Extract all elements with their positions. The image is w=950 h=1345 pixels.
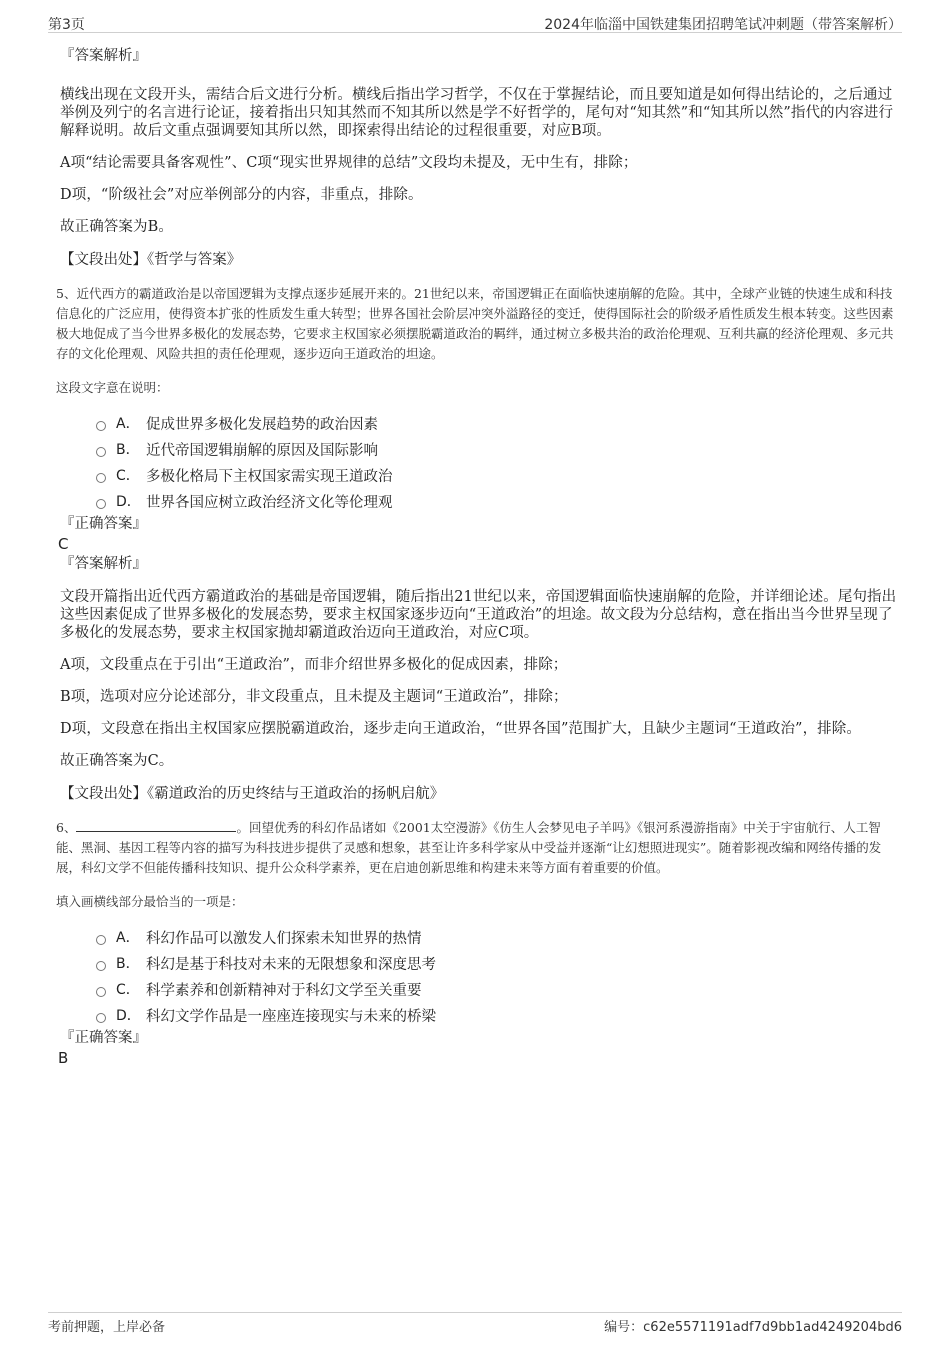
option-text: 世界各国应树立政治经济文化等伦理观 — [146, 494, 393, 511]
option-list — [96, 410, 901, 514]
document-title: 2024年临淄中国铁建集团招聘笔试冲刺题（带答案解析） — [544, 17, 902, 33]
page-number: 第3页 — [48, 17, 85, 33]
question-prompt: 填入画横线部分最恰当的一项是： — [56, 894, 244, 909]
option-b[interactable] — [96, 950, 901, 976]
option-key: C． — [116, 468, 140, 484]
option-list — [96, 924, 901, 1028]
option-key: A． — [116, 930, 140, 946]
option-d[interactable] — [96, 1002, 901, 1028]
correct-answer: B — [58, 1049, 69, 1067]
document-body — [56, 46, 901, 1068]
analysis-paragraph: A项，文段重点在于引出“王道政治”，而非介绍世界多极化的促成因素，排除； — [60, 657, 568, 673]
question-number: 6、 — [56, 820, 77, 835]
fill-blank — [76, 819, 236, 832]
answer-label: 『正确答案』 — [60, 516, 147, 532]
option-key: B． — [116, 956, 140, 972]
source-citation: 【文段出处】《霸道政治的历史终结与王道政治的扬帆启航》 — [60, 786, 445, 802]
option-c[interactable] — [96, 976, 901, 1002]
option-key: A． — [116, 416, 140, 432]
question-stem — [56, 818, 901, 878]
analysis-paragraph: D项，“阶级社会”对应举例部分的内容，非重点，排除。 — [60, 187, 423, 203]
option-key: D． — [116, 1008, 141, 1024]
option-text: 科幻作品可以激发人们探索未知世界的热情 — [146, 930, 422, 947]
radio-button[interactable] — [96, 421, 106, 431]
radio-button[interactable] — [96, 447, 106, 457]
option-b[interactable] — [96, 436, 901, 462]
radio-button[interactable] — [96, 473, 106, 483]
document-id: 编号：c62e5571191adf7d9bb1ad4249204bd6 — [604, 1320, 902, 1335]
radio-button[interactable] — [96, 961, 106, 971]
radio-button[interactable] — [96, 499, 106, 509]
question-stem: 5、近代西方的霸道政治是以帝国逻辑为支撑点逐步延展开来的。21世纪以来，帝国逻辑正在面临快速崩解的危险。其中，全球产业链的快速生成和科技信息化的广泛应用，使得资本扩张的性质发生重大转型；世界各国社会阶层冲突外溢路径的变迁，使得国际社会的阶级矛盾性质发生根本转变。这些因素极大地促成了当今世界多极化的发展态势，它要求主权国家必须摆脱霸道政治的羁绊，通过树立多极共治的政治伦理观、互利共赢的经济伦理观、多元共存的文化伦理观、风险共担的责任伦理观，逐步迈向王道政治的坦途。 — [56, 286, 894, 361]
analysis-label: 『答案解析』 — [60, 556, 147, 572]
option-d[interactable] — [96, 488, 901, 514]
radio-button[interactable] — [96, 987, 106, 997]
option-text: 多极化格局下主权国家需实现王道政治 — [146, 468, 393, 485]
option-text: 促成世界多极化发展趋势的政治因素 — [146, 416, 378, 433]
analysis-paragraph: 故正确答案为C。 — [60, 753, 174, 769]
analysis-label: 『答案解析』 — [60, 48, 147, 64]
correct-answer: C — [58, 535, 69, 553]
analysis-paragraph: 文段开篇指出近代西方霸道政治的基础是帝国逻辑，随后指出21世纪以来，帝国逻辑面临快速崩解的危险，并详细论述。尾句指出这些因素促成了世界多极化的发展态势，要求主权国家逐步迈向“王道政治”的坦途。故文段为分总结构，意在指出当今世界呈现了多极化的发展态势，要求主权国家抛却霸道政治迈向王道政治，对应C项。 — [60, 589, 897, 641]
option-a[interactable] — [96, 410, 901, 436]
page-header — [48, 12, 902, 33]
option-c[interactable] — [96, 462, 901, 488]
option-key: D． — [116, 494, 141, 510]
option-text: 科幻是基于科技对未来的无限想象和深度思考 — [146, 956, 436, 973]
analysis-paragraph: D项，文段意在指出主权国家应摆脱霸道政治，逐步走向王道政治，“世界各国”范围扩大，且缺少主题词“王道政治”，排除。 — [60, 721, 861, 737]
radio-button[interactable] — [96, 1013, 106, 1023]
question-text: 。回望优秀的科幻作品诸如《2001太空漫游》《仿生人会梦见电子羊吗》《银河系漫游指南》中关于宇宙航行、人工智能、黑洞、基因工程等内容的描写为科技进步提供了灵感和想象，甚至让许多科学家从中受益并逐渐“让幻想照进现实”。随着影视改编和网络传播的发展，科幻文学不但能传播科技知识、提升公众科学素养，更在启迪创新思维和构建未来等方面有着重要的价值。 — [56, 820, 882, 875]
analysis-paragraph: A项“结论需要具备客观性”、C项“现实世界规律的总结”文段均未提及，无中生有，排除； — [60, 155, 638, 171]
option-text: 近代帝国逻辑崩解的原因及国际影响 — [146, 442, 378, 459]
source-citation: 【文段出处】《哲学与答案》 — [60, 252, 242, 268]
option-key: C． — [116, 982, 140, 998]
footer-slogan: 考前押题，上岸必备 — [48, 1320, 166, 1335]
option-key: B． — [116, 442, 140, 458]
page-footer — [48, 1312, 902, 1337]
question-prompt: 这段文字意在说明： — [56, 380, 169, 395]
answer-label: 『正确答案』 — [60, 1030, 147, 1046]
radio-button[interactable] — [96, 935, 106, 945]
analysis-paragraph: 横线出现在文段开头，需结合后文进行分析。横线后指出学习哲学，不仅在于掌握结论，而且要知道是如何得出结论的，之后通过举例及列宁的名言进行论证，接着指出只知其然而不知其所以然是学不好哲学的，尾句对“知其然”和“知其所以然”指代的内容进行解释说明。故后文重点强调要知其所以然，即探索得出结论的过程很重要，对应B项。 — [60, 87, 894, 139]
option-text: 科学素养和创新精神对于科幻文学至关重要 — [146, 982, 422, 999]
analysis-paragraph: 故正确答案为B。 — [60, 219, 173, 235]
option-a[interactable] — [96, 924, 901, 950]
analysis-paragraph: B项，选项对应分论述部分，非文段重点，且未提及主题词“王道政治”，排除； — [60, 689, 568, 705]
option-text: 科幻文学作品是一座座连接现实与未来的桥梁 — [146, 1008, 436, 1025]
